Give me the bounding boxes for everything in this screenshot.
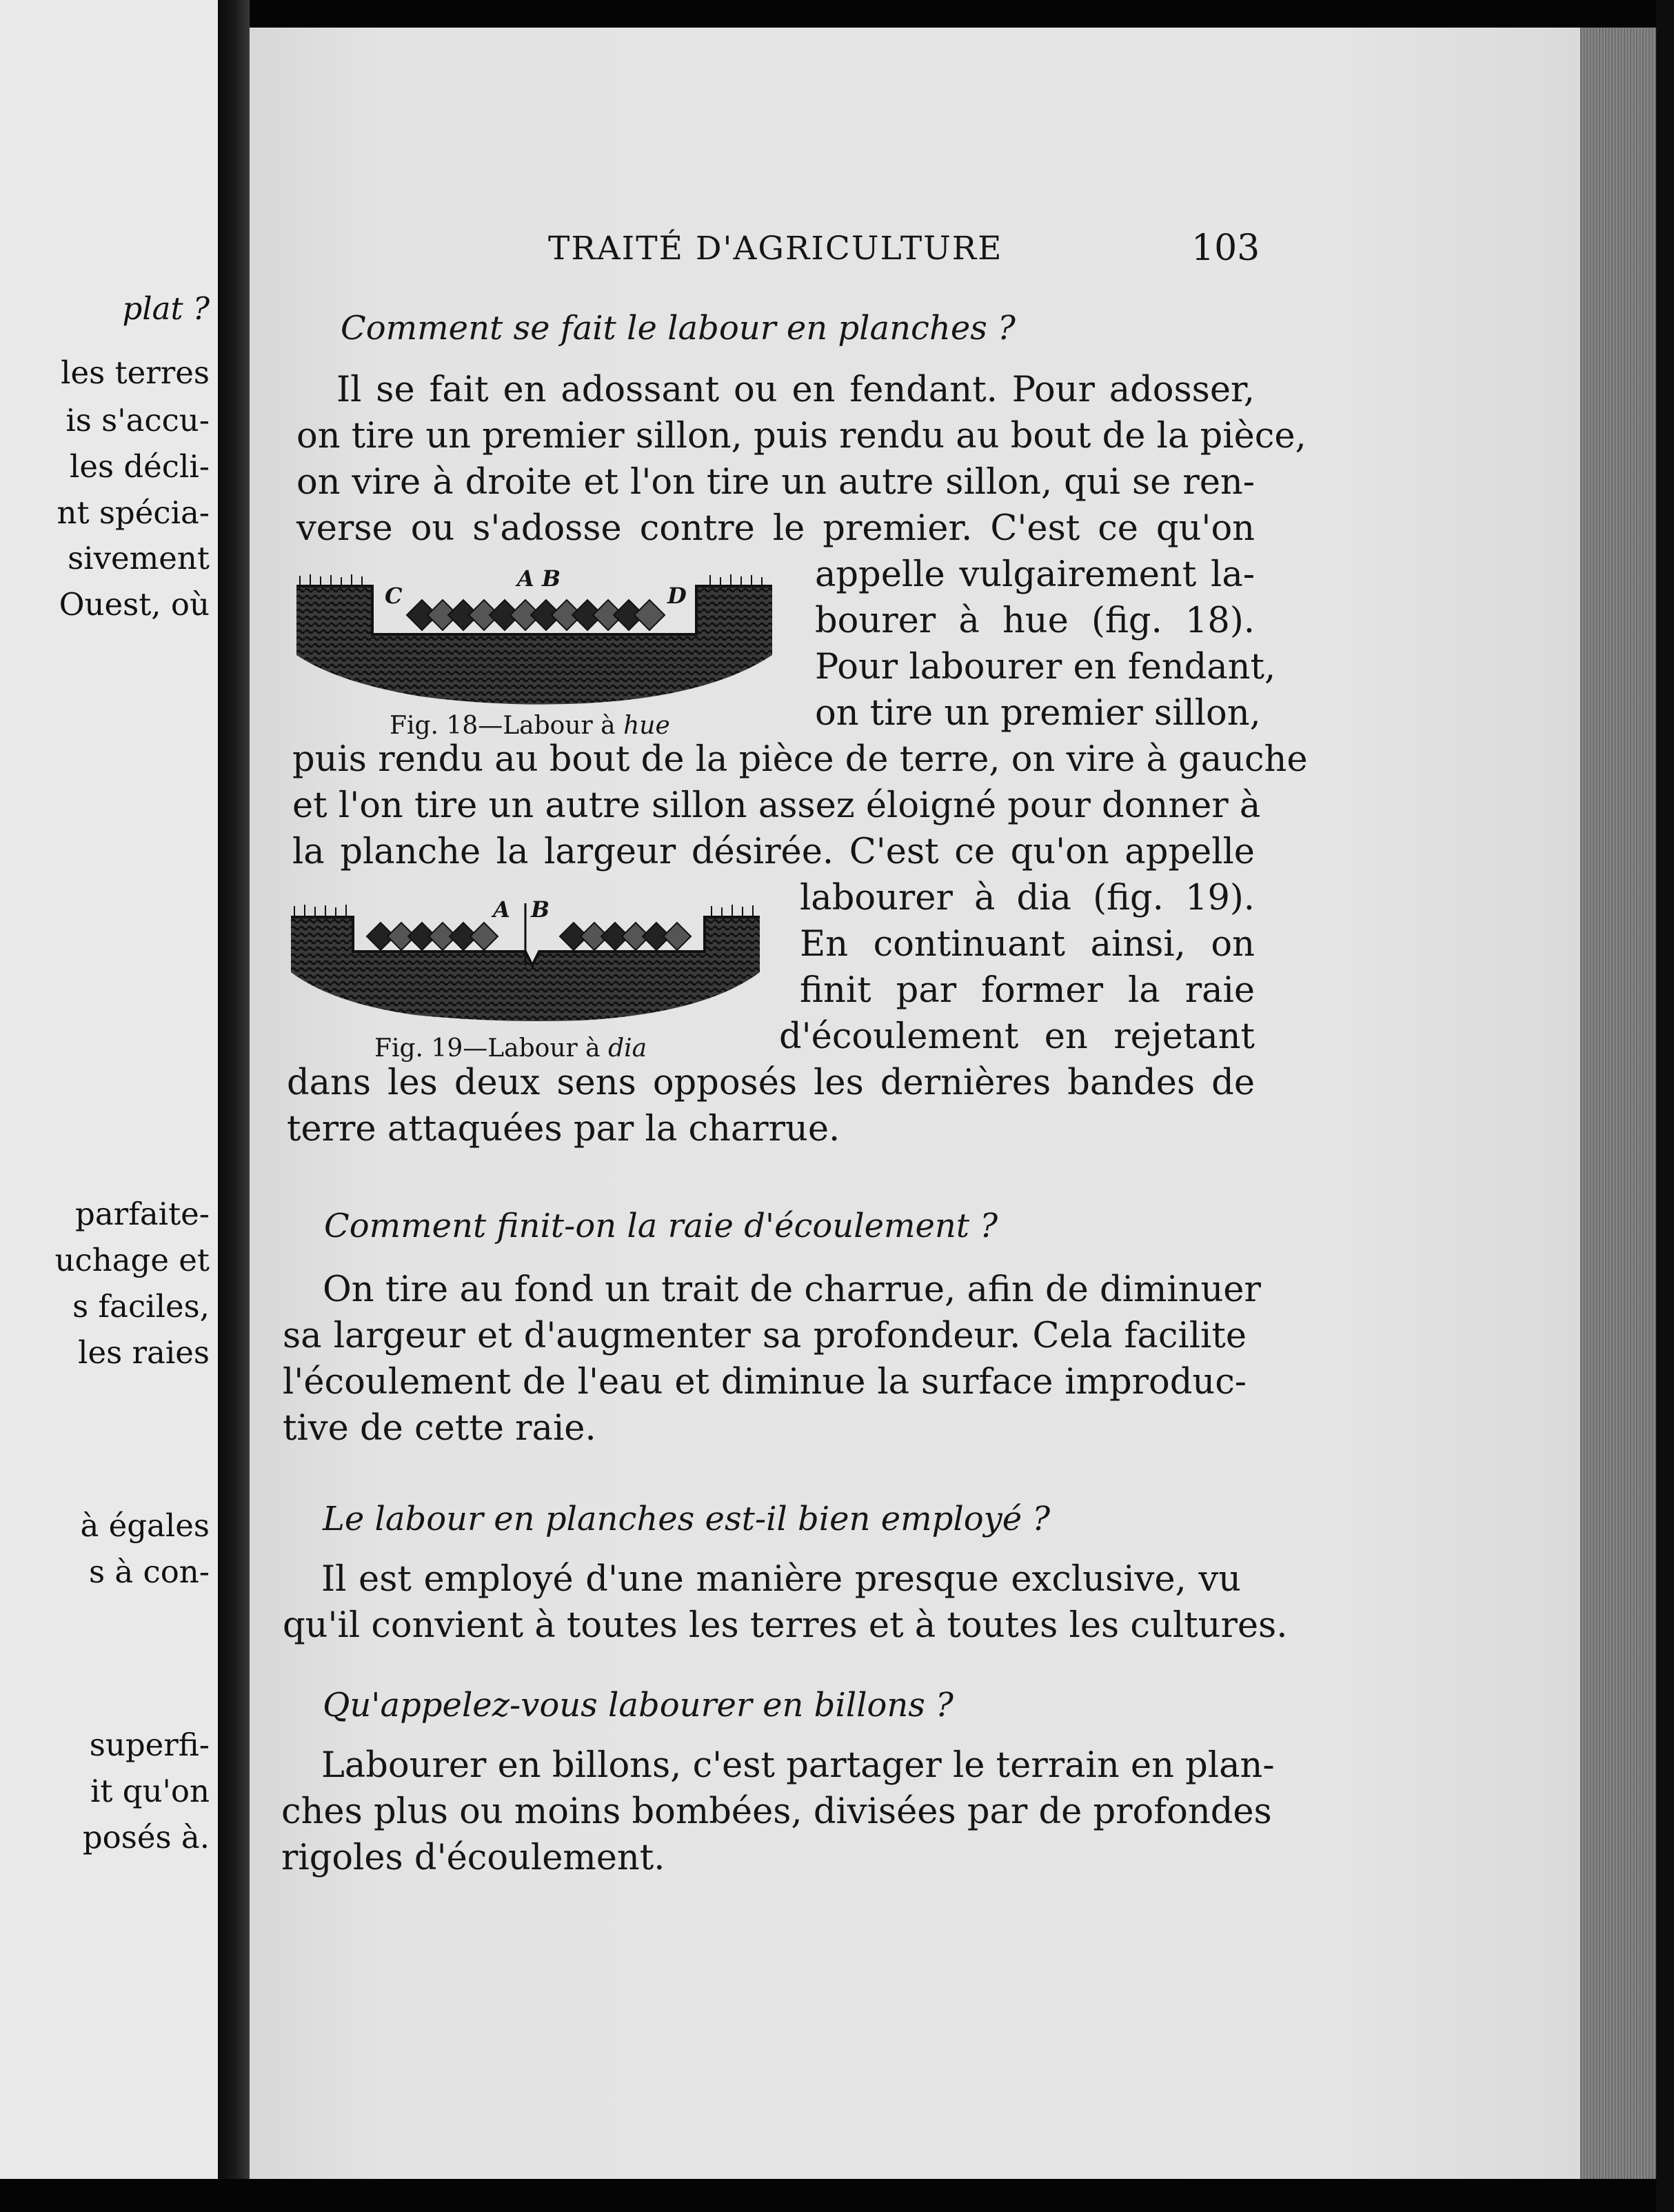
body-line: Il se fait en adossant ou en fendant. Pour adosser, [336, 370, 1255, 410]
body-line: finit par former la raie [800, 970, 1255, 1011]
scan-border-right [1656, 0, 1674, 2212]
figure-18-label-d: D [667, 583, 687, 609]
left-page-line: parfaite- [75, 1196, 210, 1232]
body-line: Il est employé d'une manière presque exclusive, vu [321, 1559, 1241, 1600]
body-line: tive de cette raie. [283, 1408, 596, 1449]
body-line: qu'il convient à toutes les terres et à toutes les cultures. [283, 1605, 1288, 1646]
body-line: labourer à dia (fig. 19). [800, 878, 1255, 918]
left-page-line: posés à. [82, 1819, 210, 1856]
figure-19-furrow-illustration [291, 896, 760, 1027]
figure-18-label-c: C [385, 583, 403, 609]
body-line: bourer à hue (fig. 18). [815, 601, 1255, 641]
body-line: ches plus ou moins bombées, divisées par de profondes [281, 1791, 1272, 1832]
left-page-fragment [0, 0, 218, 2179]
left-page-line: s faciles, [72, 1288, 210, 1325]
section-question: Comment se fait le labour en planches ? [341, 309, 1016, 348]
body-line: on vire à droite et l'on tire un autre sillon, qui se ren- [296, 462, 1255, 503]
page-number: 103 [1191, 228, 1260, 269]
left-page-line: uchage et [54, 1242, 210, 1278]
body-line: verse ou s'adosse contre le premier. C'est ce qu'on [296, 508, 1255, 549]
figure-18-furrow-illustration [296, 572, 772, 710]
left-page-line: s à con- [88, 1554, 210, 1590]
left-page-line: les raies [78, 1334, 210, 1371]
body-line: dans les deux sens opposés les dernières bandes de [287, 1063, 1255, 1103]
left-page-line: it qu'on [90, 1773, 210, 1809]
left-page-line: sivement [68, 540, 210, 576]
left-page-line: nt spécia- [57, 494, 210, 531]
body-line: terre attaquées par la charrue. [287, 1109, 840, 1149]
left-page-line: à égales [80, 1507, 210, 1544]
running-title: TRAITÉ D'AGRICULTURE [548, 230, 1003, 268]
figure-19-label-a: A [493, 896, 510, 923]
section-question: Le labour en planches est-il bien employé ? [323, 1500, 1051, 1538]
body-line: sa largeur et d'augmenter sa profondeur. Cela facilite [283, 1316, 1247, 1356]
figure-18-label-ab: A B [517, 565, 561, 592]
body-line: On tire au fond un trait de charrue, afin de diminuer [323, 1269, 1261, 1310]
body-line: puis rendu au bout de la pièce de terre, on vire à gauche [292, 739, 1308, 780]
body-line: on tire un premier sillon, [815, 693, 1261, 734]
body-line: l'écoulement de l'eau et diminue la surface improduc- [283, 1362, 1247, 1402]
body-line: Labourer en billons, c'est partager le terrain en plan- [321, 1745, 1275, 1786]
book-page-edges [1580, 28, 1656, 2179]
figure-18-caption: Fig. 18—Labour à hue [390, 712, 670, 740]
body-line: d'écoulement en rejetant [779, 1016, 1255, 1057]
left-page-line: les terres [61, 354, 210, 391]
body-line: et l'on tire un autre sillon assez éloigné pour donner à [292, 785, 1261, 826]
left-page-line: plat ? [122, 290, 210, 327]
left-page-line: les décli- [69, 448, 210, 485]
body-line: Pour labourer en fendant, [815, 647, 1276, 687]
body-line: appelle vulgairement la- [815, 554, 1255, 595]
section-question: Comment finit-on la raie d'écoulement ? [324, 1207, 998, 1245]
body-line: la planche la largeur désirée. C'est ce qu'on appelle [292, 832, 1255, 872]
book-gutter [218, 0, 250, 2179]
body-line: on tire un premier sillon, puis rendu au bout de la pièce, [296, 416, 1307, 456]
figure-19-caption: Fig. 19—Labour à dia [374, 1034, 647, 1063]
body-line: rigoles d'écoulement. [281, 1838, 665, 1878]
left-page-line: is s'accu- [65, 402, 210, 439]
left-page-line: superfi- [89, 1727, 210, 1763]
figure-19-label-b: B [531, 896, 550, 923]
body-line: En continuant ainsi, on [800, 924, 1255, 965]
section-question: Qu'appelez-vous labourer en billons ? [323, 1686, 954, 1725]
left-page-line: Ouest, où [59, 586, 210, 623]
